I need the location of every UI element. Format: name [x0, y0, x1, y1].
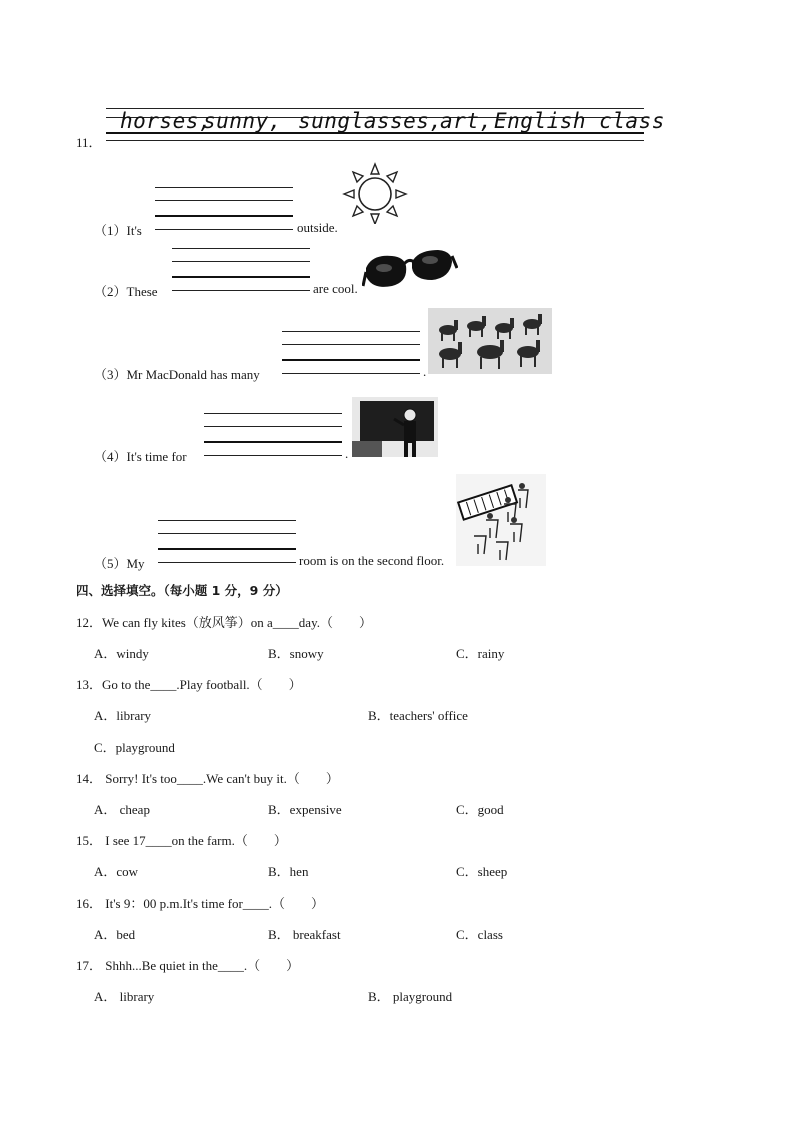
- q11-item-5-prefix: （5）My: [94, 556, 145, 571]
- q11-item-3-writing-lines[interactable]: [282, 330, 420, 376]
- class-teacher-image: [352, 397, 438, 457]
- q12-option-c[interactable]: C．rainy: [456, 646, 505, 661]
- question-14-stem: 14． Sorry! It's too____.We can't buy it.（ ）: [76, 771, 339, 786]
- q13-option-a[interactable]: A．library: [94, 708, 152, 723]
- question-12-stem: 12．We can fly kites（放风筝）on a____day.（ ）: [76, 615, 372, 630]
- q11-item-5-suffix: room is on the second floor.: [299, 553, 445, 568]
- horses-image: [428, 308, 552, 374]
- q11-item-1-prefix: （1）It's: [94, 223, 142, 238]
- q11-item-1-suffix: outside.: [297, 220, 338, 235]
- word-art: art,: [440, 109, 493, 133]
- question-15-stem: 15． I see 17____on the farm.（ ）: [76, 833, 287, 848]
- q11-item-2-prefix: （2）These: [94, 284, 158, 299]
- sun-icon: [342, 162, 408, 224]
- q11-item-2-suffix: are cool.: [313, 281, 358, 296]
- q15-option-c[interactable]: C．sheep: [456, 864, 508, 879]
- q11-item-4-suffix: .: [345, 446, 349, 461]
- q11-item-3-prefix: （3）Mr MacDonald has many: [94, 367, 260, 382]
- q12-option-b[interactable]: B．snowy: [268, 646, 324, 661]
- question-17-stem: 17． Shhh...Be quiet in the____.（ ）: [76, 958, 300, 973]
- q13-option-b[interactable]: B．teachers' office: [368, 708, 468, 723]
- q14-option-c[interactable]: C．good: [456, 802, 504, 817]
- word-bank: [106, 106, 665, 142]
- word-english-class: English class: [494, 109, 665, 133]
- q11-item-3-suffix: .: [423, 364, 427, 379]
- question-13-stem: 13．Go to the____.Play football.（ ）: [76, 677, 302, 692]
- q16-option-a[interactable]: A．bed: [94, 927, 136, 942]
- word-sunny: sunny,: [203, 109, 282, 133]
- q17-option-a[interactable]: A． library: [94, 989, 155, 1004]
- q15-option-a[interactable]: A．cow: [94, 864, 139, 879]
- q11-item-4-writing-lines[interactable]: [204, 412, 342, 458]
- q17-option-b[interactable]: B． playground: [368, 989, 453, 1004]
- q11-item-1-writing-lines[interactable]: [155, 186, 293, 232]
- q14-option-a[interactable]: A． cheap: [94, 802, 150, 817]
- q11-item-5-writing-lines[interactable]: [158, 519, 296, 565]
- q12-option-a[interactable]: A．windy: [94, 646, 149, 661]
- section-heading: 四、选择填空。（每小题 1 分，9 分）: [76, 583, 288, 598]
- q16-option-c[interactable]: C．class: [456, 927, 503, 942]
- q16-option-b[interactable]: B． breakfast: [268, 927, 341, 942]
- question-number-11: 11．: [76, 135, 102, 150]
- q13-option-c[interactable]: C．playground: [94, 740, 175, 755]
- q15-option-b[interactable]: B．hen: [268, 864, 309, 879]
- q11-item-4-prefix: （4）It's time for: [94, 449, 187, 464]
- q11-item-2-writing-lines[interactable]: [172, 247, 310, 293]
- q14-option-b[interactable]: B．expensive: [268, 802, 342, 817]
- word-horses: horses,: [120, 109, 213, 133]
- sunglasses-icon: [362, 246, 458, 292]
- question-16-stem: 16． It's 9：00 p.m.It's time for____.（ ）: [76, 896, 325, 911]
- word-sunglasses: sunglasses,: [298, 109, 443, 133]
- art-room-image: [456, 474, 546, 566]
